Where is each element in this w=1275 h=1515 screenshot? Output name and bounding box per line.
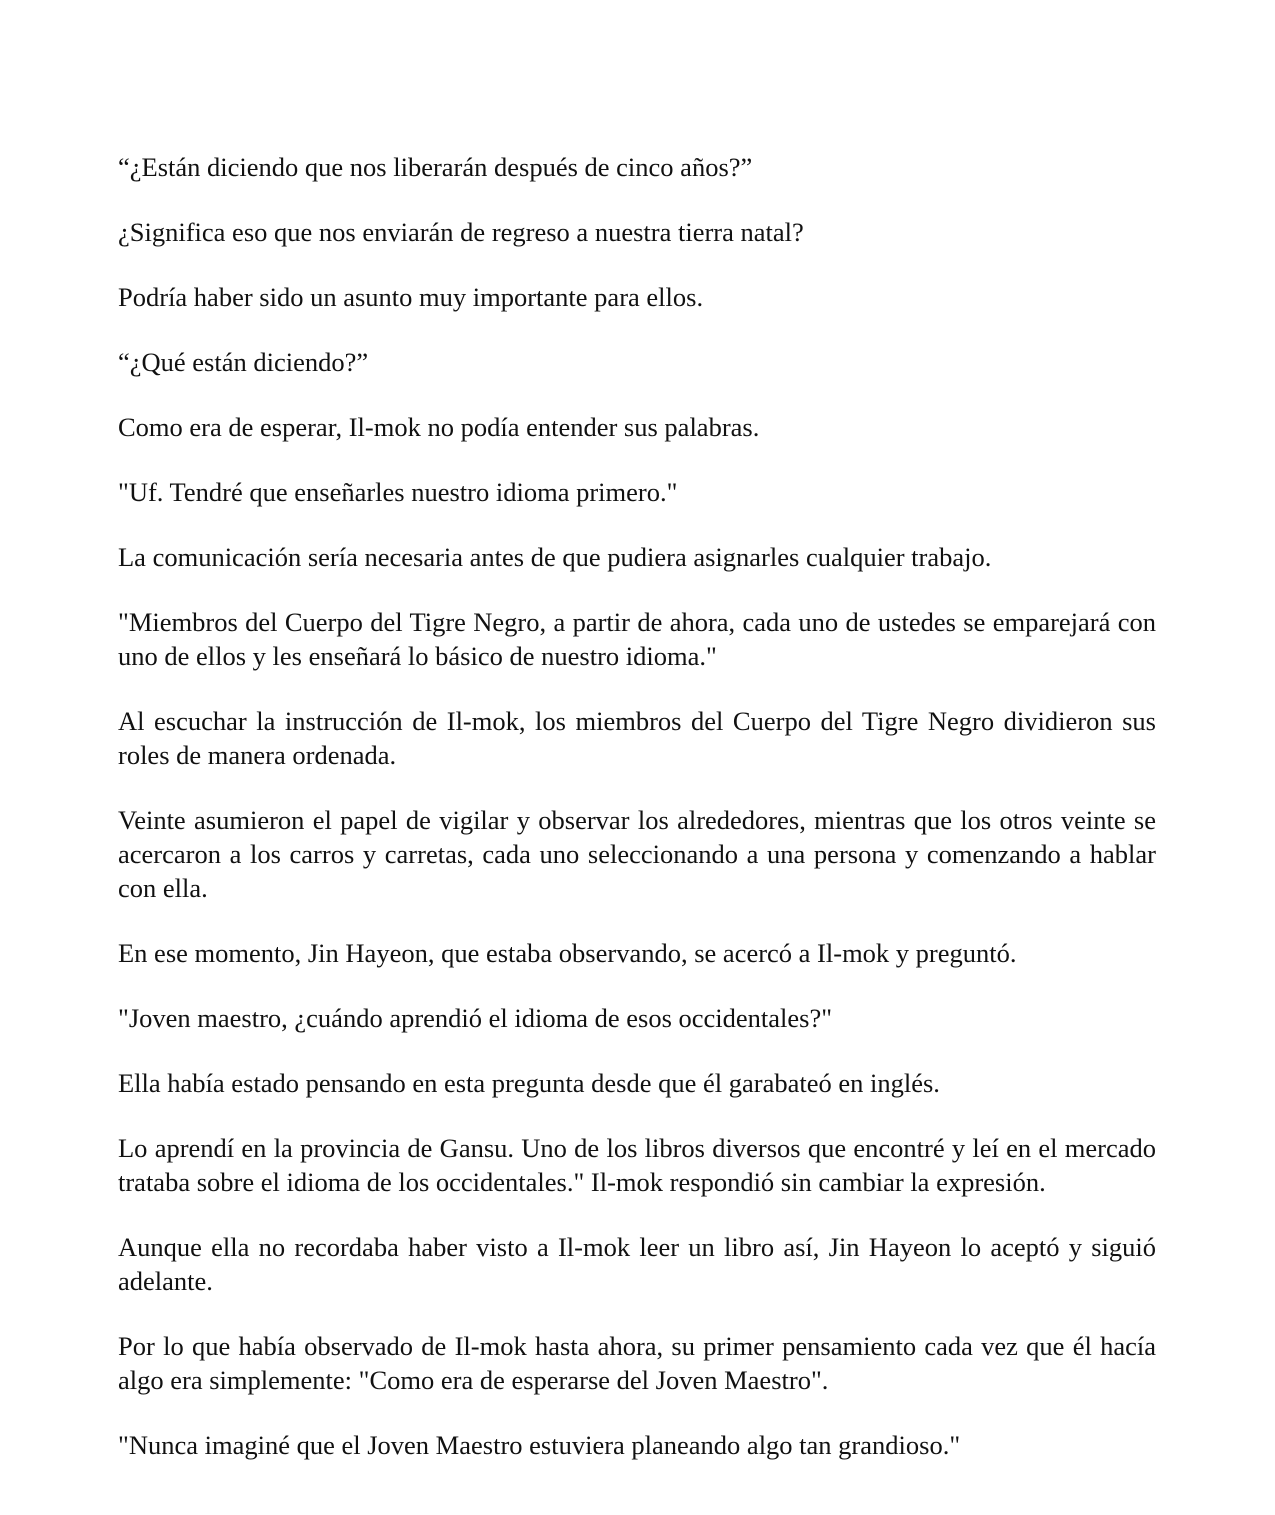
paragraph-16: Por lo que había observado de Il-mok hasta ahora, su primer pensamiento cada vez que él hacía algo era simplemente: "Como era de esperarse del Joven Maestro". — [118, 1331, 1156, 1395]
paragraph-9: Al escuchar la instrucción de Il-mok, los miembros del Cuerpo del Tigre Negro dividieron sus roles de manera ordenada. — [118, 706, 1156, 770]
paragraph-7: La comunicación sería necesaria antes de que pudiera asignarles cualquier trabajo. — [118, 542, 992, 572]
paragraph-11: En ese momento, Jin Hayeon, que estaba observando, se acercó a Il-mok y preguntó. — [118, 938, 1017, 968]
paragraph-15: Aunque ella no recordaba haber visto a Il-mok leer un libro así, Jin Hayeon lo aceptó y siguió adelante. — [118, 1232, 1156, 1296]
paragraph-5: Como era de esperar, Il-mok no podía entender sus palabras. — [118, 412, 760, 442]
paragraph-10: Veinte asumieron el papel de vigilar y observar los alrededores, mientras que los otros veinte se acercaron a los carros y carretas, cada uno seleccionando a una persona y comenzando a hablar con ella. — [118, 805, 1156, 903]
paragraph-13: Ella había estado pensando en esta pregunta desde que él garabateó en inglés. — [118, 1068, 940, 1098]
body-text — [118, 150, 1156, 1462]
paragraph-1: “¿Están diciendo que nos liberarán después de cinco años?” — [118, 152, 753, 182]
paragraph-3: Podría haber sido un asunto muy importante para ellos. — [118, 282, 704, 312]
paragraph-6: "Uf. Tendré que enseñarles nuestro idioma primero." — [118, 477, 678, 507]
paragraph-17: "Nunca imaginé que el Joven Maestro estuviera planeando algo tan grandioso." — [118, 1430, 961, 1460]
paragraph-14: Lo aprendí en la provincia de Gansu. Uno de los libros diversos que encontré y leí en el mercado trataba sobre el idioma de los occidentales." Il-mok respondió sin cambiar la expresión. — [118, 1133, 1156, 1197]
paragraph-4: “¿Qué están diciendo?” — [118, 347, 369, 377]
paragraph-12: "Joven maestro, ¿cuándo aprendió el idioma de esos occidentales?" — [118, 1003, 833, 1033]
paragraph-8: "Miembros del Cuerpo del Tigre Negro, a partir de ahora, cada uno de ustedes se emparejará con uno de ellos y les enseñará lo básico de nuestro idioma." — [118, 607, 1156, 671]
paragraph-2: ¿Significa eso que nos enviarán de regreso a nuestra tierra natal? — [118, 217, 804, 247]
